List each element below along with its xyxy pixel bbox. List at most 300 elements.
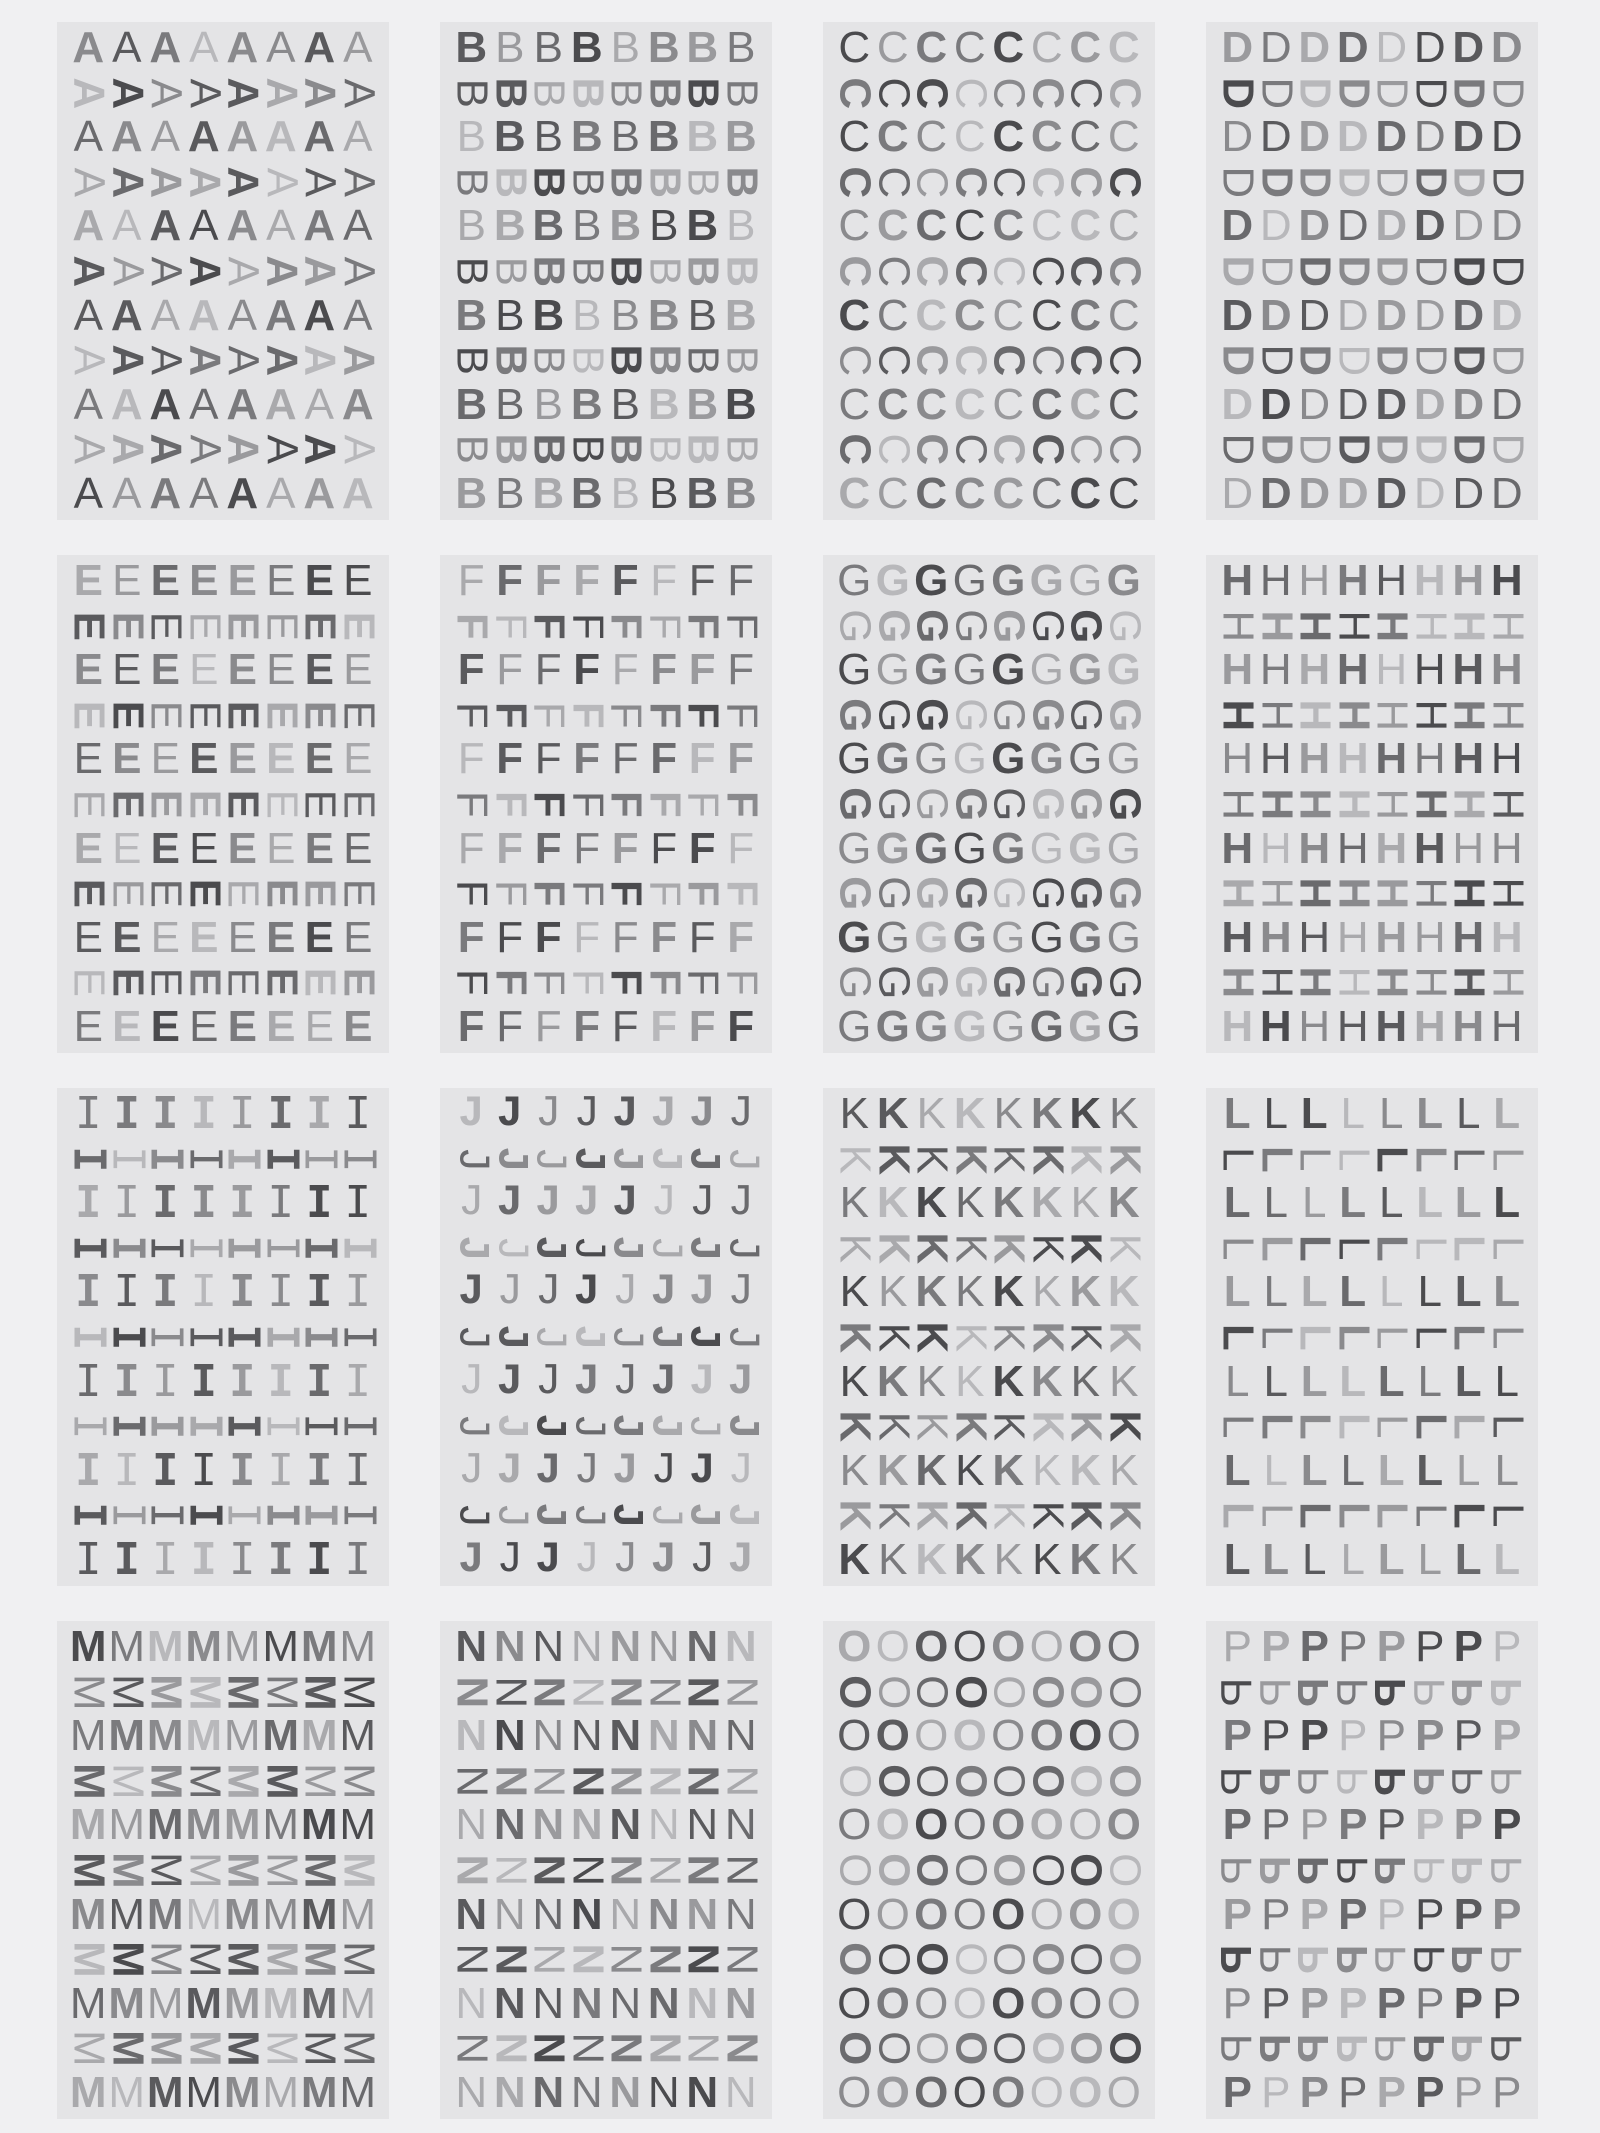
letter-glyph-g-rotated: G — [945, 786, 995, 822]
letter-glyph-n: N — [570, 1711, 603, 1761]
letter-glyph-f-rotated: F — [485, 968, 535, 996]
letter-glyph-k: K — [915, 1267, 948, 1317]
letter-glyph-e-rotated: E — [141, 789, 191, 819]
letter-glyph-g: G — [1068, 912, 1103, 962]
letter-glyph-i-rotated: I — [294, 1323, 346, 1351]
letter-glyph-o-rotated: O — [1022, 1941, 1072, 1977]
letter-glyph-n-rotated: N — [447, 1943, 497, 1975]
letter-glyph-n: N — [532, 1889, 565, 1939]
letter-glyph-p: P — [1338, 1711, 1368, 1761]
letter-glyph-m: M — [223, 1889, 261, 1939]
letter-glyph-n: N — [532, 1978, 565, 2028]
letter-glyph-h: H — [1221, 823, 1254, 873]
letter-glyph-j: J — [727, 1178, 754, 1229]
letter-glyph-g: G — [1068, 823, 1103, 873]
letter-glyph-e-rotated: E — [295, 611, 345, 641]
letter-glyph-h-rotated: H — [1213, 609, 1263, 642]
letter-glyph-n: N — [647, 1711, 680, 1761]
letter-glyph-c-rotated: C — [1022, 255, 1072, 287]
letter-glyph-d-rotated: D — [1482, 433, 1532, 466]
letter-glyph-k: K — [1070, 1178, 1100, 1228]
letter-glyph-d-rotated: D — [1290, 166, 1340, 198]
letter-glyph-f: F — [727, 912, 755, 962]
letter-glyph-h-rotated: H — [1405, 609, 1455, 642]
letter-glyph-j: J — [612, 1356, 639, 1407]
letter-glyph-i: I — [306, 1266, 333, 1318]
letter-glyph-h: H — [1452, 823, 1485, 873]
letter-glyph-i-rotated: I — [140, 1323, 192, 1351]
letter-glyph-f: F — [496, 734, 524, 784]
letter-glyph-e: E — [343, 1001, 373, 1051]
letter-glyph-a-rotated: A — [295, 433, 345, 466]
letter-glyph-k-rotated: K — [907, 1499, 957, 1532]
letter-glyph-l: L — [1493, 1178, 1521, 1228]
letter-glyph-j: J — [689, 1089, 716, 1140]
letter-glyph-f-rotated: F — [716, 790, 766, 818]
letter-glyph-c-rotated: C — [984, 344, 1034, 376]
letter-glyph-n-rotated: N — [678, 1854, 728, 1886]
letter-glyph-n-rotated: N — [639, 1943, 689, 1975]
letter-glyph-n: N — [532, 2067, 565, 2117]
letter-glyph-n: N — [609, 2067, 642, 2117]
letter-glyph-k: K — [955, 1445, 985, 1495]
letter-glyph-d-rotated: D — [1328, 255, 1378, 287]
letter-glyph-p: P — [1453, 1622, 1483, 1672]
letter-glyph-j-rotated: J — [638, 1412, 689, 1440]
letter-glyph-d-rotated: D — [1290, 76, 1340, 109]
letter-glyph-j: J — [535, 1356, 562, 1407]
letter-glyph-o-rotated: O — [984, 1852, 1034, 1888]
letter-glyph-e-rotated: E — [102, 611, 152, 641]
letter-glyph-o-rotated: O — [907, 1674, 957, 1709]
letter-glyph-k-rotated: K — [830, 1321, 880, 1353]
letter-glyph-i-rotated: I — [101, 1501, 153, 1529]
letter-glyph-d: D — [1336, 23, 1369, 73]
letter-glyph-k: K — [915, 1534, 948, 1584]
letter-glyph-n: N — [724, 1978, 757, 2028]
letter-glyph-e-rotated: E — [333, 700, 383, 730]
letter-glyph-i: I — [344, 1533, 371, 1585]
letter-glyph-j: J — [689, 1534, 716, 1585]
letter-glyph-h: H — [1221, 556, 1254, 606]
letter-glyph-o-rotated: O — [868, 2031, 918, 2066]
letter-glyph-p: P — [1261, 1711, 1291, 1761]
letter-glyph-o-rotated: O — [945, 2031, 995, 2066]
letter-glyph-e: E — [266, 912, 296, 962]
letter-glyph-c: C — [1030, 290, 1063, 340]
letter-glyph-a-rotated: A — [102, 344, 152, 376]
letter-glyph-d: D — [1259, 290, 1292, 340]
letter-glyph-h: H — [1413, 1001, 1446, 1051]
letter-glyph-k: K — [876, 1445, 909, 1495]
letter-glyph-m-rotated: M — [256, 1851, 306, 1889]
letter-glyph-n-rotated: N — [639, 2032, 689, 2065]
letter-glyph-k: K — [1070, 1356, 1100, 1406]
letter-glyph-d: D — [1490, 290, 1523, 340]
letter-glyph-k: K — [1069, 1534, 1102, 1584]
letter-glyph-o-rotated: O — [1099, 2031, 1149, 2066]
letter-glyph-g-rotated: G — [1061, 965, 1111, 1000]
letter-glyph-j: J — [573, 1178, 600, 1229]
letter-glyph-k: K — [838, 1534, 871, 1584]
letter-glyph-l: L — [1302, 1534, 1327, 1584]
letter-glyph-m-rotated: M — [333, 1851, 383, 1889]
letter-glyph-k-rotated: K — [1099, 1233, 1149, 1263]
letter-glyph-f: F — [457, 556, 485, 606]
letter-glyph-c-rotated: C — [1061, 255, 1111, 287]
letter-glyph-a-rotated: A — [256, 255, 306, 287]
letter-glyph-f: F — [496, 1001, 524, 1051]
letter-glyph-b: B — [687, 290, 717, 340]
letter-glyph-g: G — [952, 912, 987, 962]
letter-glyph-c: C — [915, 201, 948, 251]
letter-glyph-j-rotated: J — [523, 1412, 574, 1440]
letter-glyph-c: C — [1107, 468, 1140, 518]
letter-glyph-i: I — [113, 1088, 140, 1140]
letter-glyph-a: A — [226, 379, 259, 429]
letter-glyph-m-rotated: M — [333, 2029, 383, 2067]
letter-glyph-h-rotated: H — [1482, 877, 1532, 909]
letter-glyph-a-rotated: A — [218, 166, 268, 198]
letter-glyph-d: D — [1259, 112, 1292, 162]
letter-glyph-n-rotated: N — [716, 1765, 766, 1797]
letter-panel-k — [823, 1088, 1155, 1586]
letter-glyph-d-rotated: D — [1444, 433, 1494, 466]
letter-glyph-b-rotated: B — [485, 76, 535, 109]
letter-glyph-g: G — [914, 734, 949, 784]
letter-glyph-d-rotated: D — [1367, 255, 1417, 287]
letter-glyph-n-rotated: N — [485, 1854, 535, 1886]
letter-glyph-p: P — [1222, 2067, 1252, 2117]
letter-glyph-l-rotated: L — [1251, 1324, 1301, 1350]
letter-glyph-h-rotated: H — [1367, 788, 1417, 820]
letter-glyph-l: L — [1262, 1534, 1290, 1584]
letter-glyph-b-rotated: B — [447, 256, 497, 286]
letter-glyph-o: O — [952, 1800, 987, 1850]
letter-glyph-d-rotated: D — [1444, 344, 1494, 376]
letter-glyph-h: H — [1298, 734, 1331, 784]
letter-glyph-h-rotated: H — [1367, 699, 1417, 731]
letter-glyph-h: H — [1336, 912, 1369, 962]
letter-glyph-o: O — [1029, 1800, 1064, 1850]
letter-glyph-m: M — [262, 1622, 300, 1672]
letter-glyph-i: I — [152, 1533, 179, 1585]
letter-glyph-f-rotated: F — [485, 612, 535, 640]
letter-glyph-b: B — [493, 112, 526, 162]
letter-glyph-h-rotated: H — [1444, 699, 1494, 731]
letter-glyph-j: J — [650, 1445, 677, 1496]
letter-glyph-n-rotated: N — [562, 1943, 612, 1975]
letter-glyph-b: B — [724, 468, 757, 518]
letter-glyph-h: H — [1490, 912, 1523, 962]
letter-glyph-d-rotated: D — [1213, 166, 1263, 198]
letter-glyph-d: D — [1375, 379, 1408, 429]
letter-glyph-d: D — [1452, 112, 1485, 162]
letter-glyph-c-rotated: C — [907, 76, 957, 109]
letter-glyph-p-rotated: P — [1443, 2033, 1493, 2063]
letter-glyph-p: P — [1261, 2067, 1291, 2117]
letter-glyph-h: H — [1221, 912, 1254, 962]
letter-glyph-m: M — [339, 1889, 377, 1939]
letter-glyph-m: M — [108, 2067, 146, 2117]
letter-glyph-l-rotated: L — [1251, 1412, 1301, 1440]
letter-glyph-f-rotated: F — [639, 790, 689, 818]
letter-glyph-i-rotated: I — [217, 1234, 269, 1262]
letter-glyph-n-rotated: N — [639, 1675, 689, 1708]
letter-glyph-e: E — [112, 823, 142, 873]
letter-glyph-f-rotated: F — [716, 701, 766, 729]
letter-glyph-k-rotated: K — [907, 1232, 957, 1264]
letter-glyph-b-rotated: B — [447, 78, 497, 108]
letter-glyph-c: C — [838, 23, 871, 73]
letter-glyph-f: F — [496, 912, 524, 962]
letter-glyph-j-rotated: J — [484, 1145, 535, 1173]
letter-glyph-p-rotated: P — [1443, 1766, 1493, 1796]
letter-glyph-k: K — [955, 1356, 985, 1406]
letter-glyph-e-rotated: E — [179, 611, 229, 641]
letter-glyph-c-rotated: C — [907, 255, 957, 287]
letter-glyph-m-rotated: M — [295, 1940, 345, 1978]
letter-glyph-o-rotated: O — [1099, 1852, 1149, 1888]
letter-glyph-a-rotated: A — [179, 255, 229, 287]
letter-glyph-e-rotated: E — [102, 789, 152, 819]
letter-glyph-d: D — [1375, 201, 1408, 251]
letter-glyph-g-rotated: G — [1022, 965, 1072, 1000]
letter-glyph-n: N — [609, 1622, 642, 1672]
letter-glyph-i: I — [306, 1355, 333, 1407]
letter-glyph-a: A — [226, 468, 259, 518]
letter-glyph-f: F — [611, 823, 639, 873]
letter-glyph-d: D — [1221, 379, 1254, 429]
letter-glyph-f-rotated: F — [678, 790, 728, 818]
letter-glyph-o: O — [914, 1889, 949, 1939]
letter-glyph-b: B — [495, 379, 525, 429]
letter-glyph-i-rotated: I — [101, 1145, 153, 1173]
letter-glyph-e: E — [150, 556, 180, 606]
letter-glyph-e-rotated: E — [295, 700, 345, 730]
letter-glyph-b: B — [533, 379, 563, 429]
letter-glyph-j: J — [650, 1089, 677, 1140]
letter-glyph-n: N — [647, 1978, 680, 2028]
letter-glyph-g-rotated: G — [830, 697, 880, 733]
letter-glyph-e-rotated: E — [256, 700, 306, 730]
letter-glyph-m: M — [223, 1622, 261, 1672]
letter-glyph-i: I — [306, 1444, 333, 1496]
letter-glyph-a: A — [303, 468, 336, 518]
letter-glyph-d-rotated: D — [1482, 166, 1532, 198]
letter-glyph-g-rotated: G — [907, 965, 957, 1000]
letter-glyph-n-rotated: N — [639, 1765, 689, 1797]
letter-glyph-i: I — [229, 1266, 256, 1318]
letter-glyph-i: I — [229, 1355, 256, 1407]
letter-glyph-o-rotated: O — [945, 1763, 995, 1799]
letter-glyph-c-rotated: C — [1099, 344, 1149, 376]
letter-glyph-c: C — [992, 468, 1025, 518]
letter-glyph-d: D — [1336, 201, 1369, 251]
letter-glyph-a: A — [72, 23, 105, 73]
letter-glyph-n: N — [686, 1622, 719, 1672]
letter-glyph-h: H — [1375, 645, 1408, 695]
letter-glyph-j: J — [727, 1534, 754, 1585]
letter-glyph-h-rotated: H — [1213, 788, 1263, 820]
letter-glyph-c-rotated: C — [1099, 76, 1149, 109]
letter-glyph-p: P — [1299, 1889, 1329, 1939]
letter-glyph-m: M — [185, 1978, 223, 2028]
letter-glyph-j: J — [496, 1356, 523, 1407]
letter-glyph-e: E — [227, 556, 257, 606]
letter-glyph-c: C — [876, 201, 909, 251]
letter-glyph-o: O — [952, 1889, 987, 1939]
letter-glyph-i: I — [75, 1177, 102, 1229]
letter-glyph-d: D — [1298, 201, 1331, 251]
letter-glyph-k-rotated: K — [1061, 1232, 1111, 1264]
letter-glyph-o: O — [1029, 1978, 1064, 2028]
letter-glyph-m-rotated: M — [295, 1762, 345, 1800]
letter-glyph-b-rotated: B — [639, 344, 689, 376]
letter-glyph-b: B — [610, 23, 640, 73]
letter-glyph-g: G — [991, 1001, 1026, 1051]
letter-glyph-p: P — [1376, 1800, 1406, 1850]
letter-glyph-c: C — [876, 379, 909, 429]
letter-glyph-a-rotated: A — [256, 76, 306, 109]
letter-glyph-j-rotated: J — [446, 1501, 497, 1529]
letter-glyph-i: I — [113, 1444, 140, 1496]
letter-glyph-p-rotated: P — [1327, 2033, 1377, 2063]
letter-glyph-k-rotated: K — [830, 1499, 880, 1532]
letter-glyph-b: B — [495, 468, 525, 518]
letter-glyph-i: I — [190, 1266, 217, 1318]
letter-glyph-b: B — [570, 468, 603, 518]
letter-glyph-n-rotated: N — [447, 2032, 497, 2065]
letter-glyph-j-rotated: J — [638, 1501, 689, 1529]
letter-glyph-k-rotated: K — [907, 1321, 957, 1353]
letter-glyph-l: L — [1493, 1534, 1521, 1584]
letter-glyph-e: E — [112, 734, 142, 784]
letter-glyph-e: E — [266, 823, 296, 873]
letter-glyph-i: I — [113, 1177, 140, 1229]
letter-glyph-e-rotated: E — [218, 789, 268, 819]
letter-glyph-i-rotated: I — [294, 1501, 346, 1529]
letter-glyph-m-rotated: M — [295, 1851, 345, 1889]
letter-glyph-b: B — [532, 468, 565, 518]
letter-glyph-o: O — [914, 1978, 949, 2028]
letter-glyph-m-rotated: M — [179, 1851, 229, 1889]
letter-glyph-k-rotated: K — [868, 1411, 918, 1441]
letter-glyph-o-rotated: O — [1099, 1941, 1149, 1977]
letter-glyph-i-rotated: I — [63, 1234, 115, 1262]
letter-glyph-l: L — [1223, 1267, 1251, 1317]
letter-panel-f — [440, 555, 772, 1053]
letter-glyph-p-rotated: P — [1404, 1766, 1454, 1796]
letter-glyph-o: O — [1068, 1622, 1103, 1672]
letter-glyph-k: K — [992, 1445, 1025, 1495]
letter-glyph-o: O — [875, 1800, 910, 1850]
letter-glyph-c: C — [1069, 290, 1102, 340]
letter-glyph-a-rotated: A — [64, 434, 114, 464]
letter-glyph-d-rotated: D — [1405, 76, 1455, 109]
letter-glyph-l-rotated: L — [1405, 1145, 1455, 1173]
letter-glyph-c: C — [915, 379, 948, 429]
letter-glyph-l: L — [1340, 1089, 1365, 1139]
letter-glyph-c: C — [838, 201, 871, 251]
letter-glyph-i-rotated: I — [255, 1145, 307, 1173]
letter-glyph-b: B — [610, 379, 640, 429]
letter-glyph-p-rotated: P — [1289, 1944, 1339, 1974]
letter-glyph-j-rotated: J — [677, 1234, 728, 1262]
letter-glyph-l: L — [1416, 1445, 1444, 1495]
letter-glyph-c: C — [876, 112, 909, 162]
letter-panel-o — [823, 1621, 1155, 2119]
letter-glyph-j-rotated: J — [600, 1234, 651, 1262]
letter-glyph-p: P — [1299, 1622, 1329, 1672]
letter-glyph-h-rotated: H — [1213, 966, 1263, 999]
letter-glyph-c-rotated: C — [945, 166, 995, 198]
letter-glyph-n-rotated: N — [447, 1675, 497, 1708]
letter-glyph-h-rotated: H — [1367, 966, 1417, 999]
letter-glyph-f-rotated: F — [639, 879, 689, 907]
letter-glyph-g: G — [1068, 556, 1103, 606]
letter-glyph-n: N — [686, 1978, 719, 2028]
letter-glyph-n: N — [455, 1800, 488, 1850]
letter-glyph-j-rotated: J — [677, 1323, 728, 1351]
letter-glyph-g: G — [952, 1001, 987, 1051]
letter-glyph-g: G — [1106, 734, 1141, 784]
letter-glyph-b: B — [610, 290, 640, 340]
letter-glyph-b: B — [726, 201, 756, 251]
letter-glyph-g: G — [1106, 645, 1141, 695]
letter-glyph-p: P — [1415, 1978, 1445, 2028]
letter-glyph-p: P — [1492, 1978, 1522, 2028]
letter-glyph-n: N — [724, 1711, 757, 1761]
letter-glyph-p: P — [1492, 1711, 1522, 1761]
letter-glyph-m-rotated: M — [333, 1940, 383, 1978]
letter-glyph-g-rotated: G — [1022, 786, 1072, 822]
letter-glyph-l-rotated: L — [1290, 1234, 1340, 1262]
letter-glyph-i: I — [190, 1355, 217, 1407]
letter-glyph-f: F — [457, 912, 485, 962]
letter-glyph-c: C — [838, 112, 871, 162]
letter-glyph-p-rotated: P — [1481, 1944, 1531, 1974]
letter-glyph-n: N — [493, 1978, 526, 2028]
letter-glyph-h: H — [1452, 645, 1485, 695]
letter-glyph-l-rotated: L — [1290, 1323, 1340, 1351]
letter-glyph-d: D — [1298, 112, 1331, 162]
letter-glyph-k: K — [993, 1089, 1023, 1139]
letter-glyph-e: E — [227, 823, 257, 873]
letter-glyph-a-rotated: A — [333, 434, 383, 464]
letter-panel-e — [57, 555, 389, 1053]
letter-glyph-p: P — [1338, 1978, 1368, 2028]
letter-glyph-o: O — [875, 1711, 910, 1761]
letter-glyph-n: N — [686, 1889, 719, 1939]
letter-glyph-o: O — [1106, 1622, 1141, 1672]
letter-glyph-o: O — [991, 1978, 1026, 2028]
letter-glyph-m: M — [262, 1889, 300, 1939]
letter-glyph-a: A — [73, 468, 103, 518]
letter-glyph-l-rotated: L — [1405, 1412, 1455, 1440]
letter-glyph-o-rotated: O — [907, 2031, 957, 2066]
letter-glyph-b-rotated: B — [485, 433, 535, 466]
letter-panel-c — [823, 22, 1155, 520]
letter-glyph-a: A — [226, 201, 259, 251]
letter-glyph-k-rotated: K — [868, 1232, 918, 1264]
letter-glyph-p: P — [1492, 2067, 1522, 2117]
letter-glyph-e-rotated: E — [295, 878, 345, 908]
letter-glyph-g: G — [952, 823, 987, 873]
letter-glyph-m: M — [69, 1622, 107, 1672]
letter-glyph-b-rotated: B — [524, 433, 574, 466]
letter-glyph-h-rotated: H — [1405, 699, 1455, 731]
